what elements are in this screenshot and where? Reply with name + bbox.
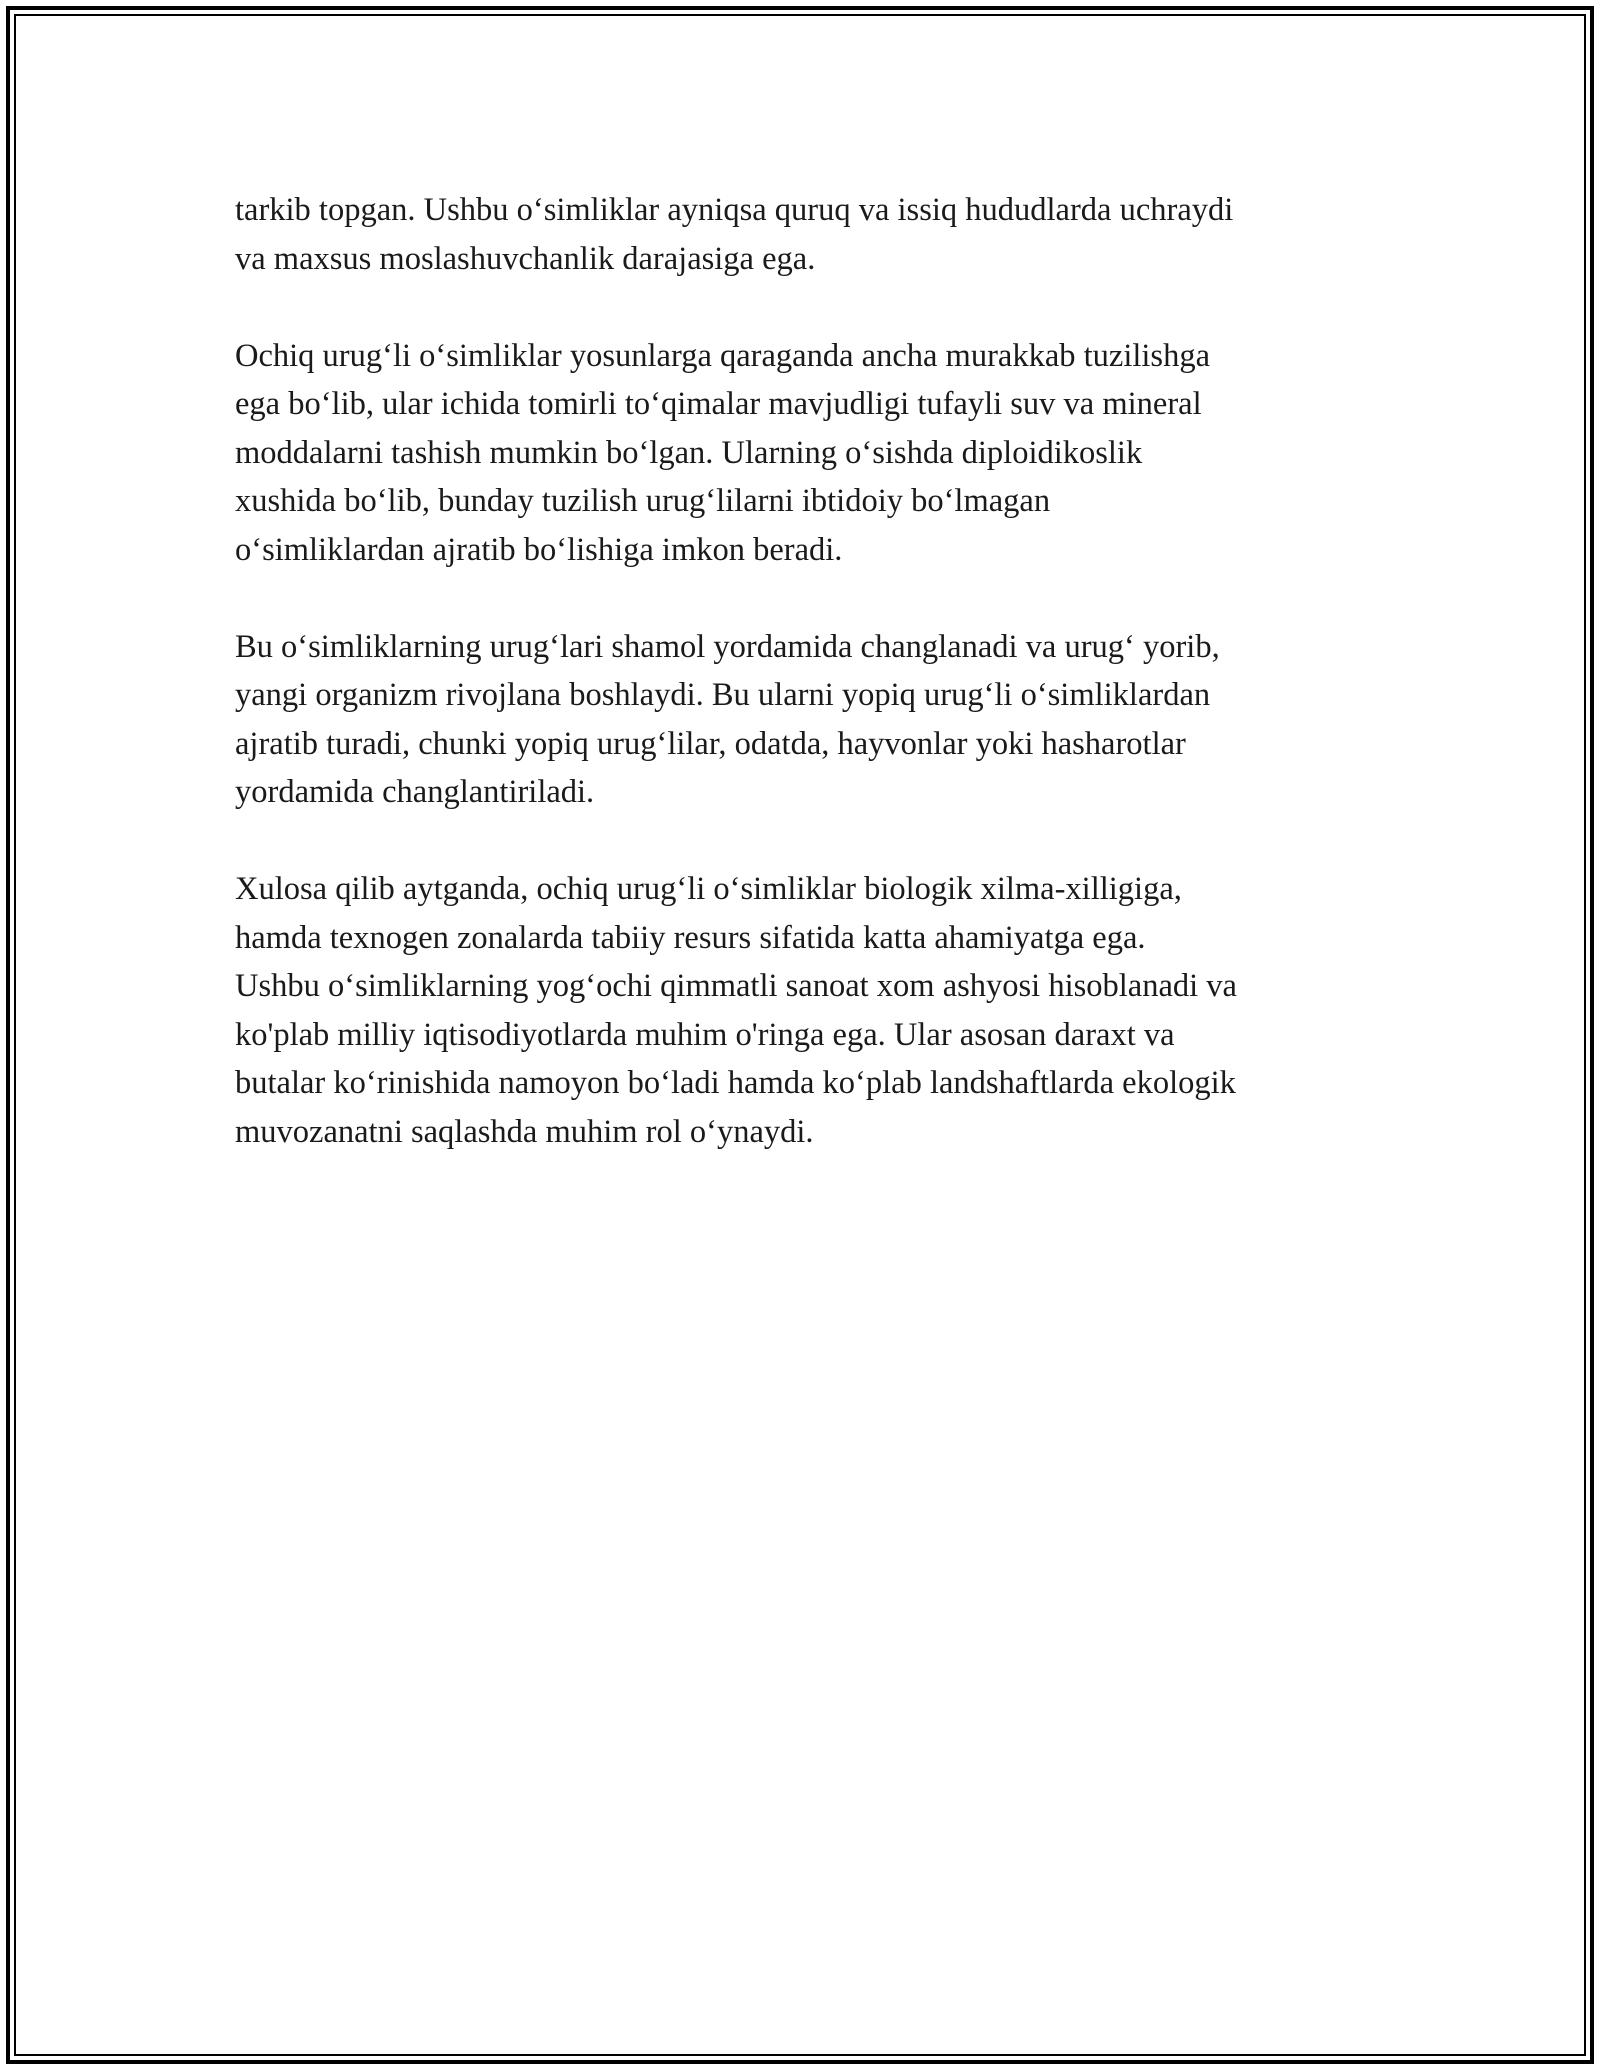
- text-line: muvozanatni saqlashda muhim rol o‘ynaydi.: [235, 1113, 814, 1150]
- paragraph: [235, 865, 1375, 1156]
- text-line: o‘simliklardan ajratib bo‘lishiga imkon beradi.: [235, 531, 843, 568]
- paragraph: [235, 623, 1375, 817]
- text-line: yordamida changlantiriladi.: [235, 774, 595, 810]
- text-line: Bu o‘simliklarning urug‘lari shamol yordamida changlanadi va urug‘ yorib,: [235, 628, 1220, 665]
- text-line: Ochiq urug‘li o‘simliklar yosunlarga qaraganda ancha murakkab tuzilishga: [235, 337, 1210, 374]
- text-line: ajratib turadi, chunki yopiq urug‘lilar, odatda, hayvonlar yoki hasharotlar: [235, 725, 1186, 762]
- text-line: ko'plab milliy iqtisodiyotlarda muhim o'ringa ega. Ular asosan daraxt va: [235, 1016, 1175, 1053]
- text-line: xushida bo‘lib, bunday tuzilish urug‘lilarni ibtidoiy bo‘lmagan: [235, 483, 1051, 519]
- text-line: ega bo‘lib, ular ichida tomirli to‘qimalar mavjudligi tufayli suv va mineral: [235, 386, 1202, 422]
- text-line: Xulosa qilib aytganda, ochiq urug‘li o‘simliklar biologik xilma-xilligiga,: [235, 871, 1182, 907]
- text-line: tarkib topgan. Ushbu o‘simliklar ayniqsa quruq va issiq hududlarda uchraydi: [235, 192, 1234, 228]
- paragraph: [235, 186, 1375, 283]
- paragraph: [235, 332, 1375, 575]
- document-body: [235, 186, 1375, 1156]
- text-line: va maxsus moslashuvchanlik darajasiga ega.: [235, 240, 816, 277]
- text-line: moddalarni tashish mumkin bo‘lgan. Ularning o‘sishda diploidikoslik: [235, 434, 1143, 471]
- text-line: yangi organizm rivojlana boshlaydi. Bu ularni yopiq urug‘li o‘simliklardan: [235, 677, 1211, 713]
- text-line: hamda texnogen zonalarda tabiiy resurs sifatida katta ahamiyatga ega.: [235, 919, 1146, 956]
- text-line: butalar ko‘rinishida namoyon bo‘ladi hamda ko‘plab landshaftlarda ekologik: [235, 1065, 1236, 1101]
- text-line: Ushbu o‘simliklarning yog‘ochi qimmatli sanoat xom ashyosi hisoblanadi va: [235, 968, 1237, 1004]
